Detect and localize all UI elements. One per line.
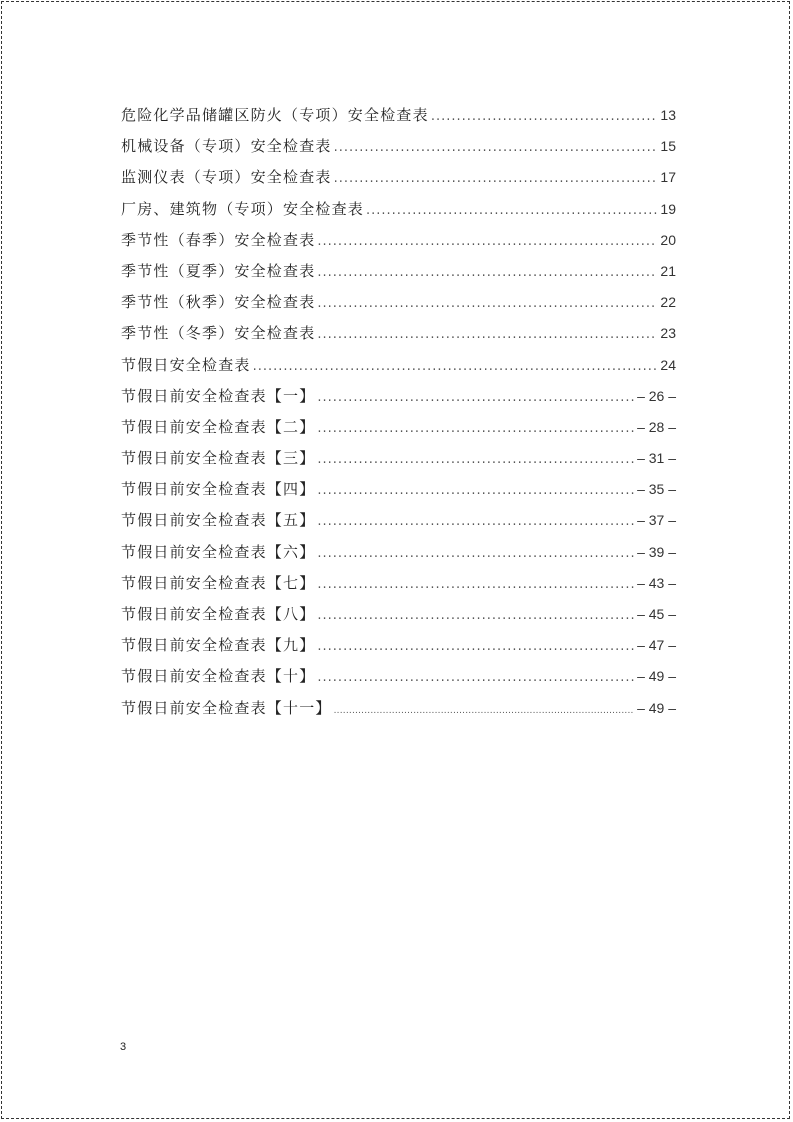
toc-entry[interactable] (121, 287, 676, 318)
toc-entry-page: 20 (660, 231, 676, 248)
toc-dot-leader (317, 288, 657, 319)
toc-entry-page: – 39 – (637, 543, 676, 560)
toc-entry-page: – 49 – (637, 668, 676, 685)
toc-entry-title: 季节性（冬季）安全检查表 (121, 324, 316, 343)
toc-dot-leader (317, 319, 657, 350)
toc-entry-title: 季节性（秋季）安全检查表 (121, 293, 316, 312)
toc-entry-page: – 45 – (637, 606, 676, 622)
toc-entry[interactable] (121, 630, 676, 661)
toc-entry-title: 监测仪表（专项）安全检查表 (121, 168, 332, 187)
toc-entry-title: 节假日安全检查表 (121, 355, 251, 374)
toc-dot-leader (317, 444, 634, 475)
page-number: 3 (120, 1041, 127, 1053)
toc-entry-title: 节假日前安全检查表【十一】 (121, 698, 332, 717)
toc-entry-title: 季节性（春季）安全检查表 (121, 230, 316, 249)
toc-entry[interactable] (121, 443, 676, 474)
toc-entry-page: 21 (660, 262, 676, 279)
toc-entry-title: 节假日前安全检查表【八】 (121, 605, 316, 623)
toc-dot-leader (317, 475, 634, 506)
toc-entry-title: 节假日前安全检查表【六】 (121, 542, 316, 561)
toc-entry-page: – 49 – (637, 699, 676, 716)
toc-entry-title: 节假日前安全检查表【九】 (121, 636, 316, 655)
toc-dot-leader (317, 662, 634, 693)
toc-entry-title: 机械设备（专项）安全检查表 (121, 137, 332, 156)
toc-entry-page: – 28 – (637, 418, 676, 435)
toc-entry[interactable] (121, 318, 676, 349)
toc-entry-title: 节假日前安全检查表【一】 (121, 386, 316, 405)
toc-entry[interactable] (121, 537, 676, 568)
toc-entry[interactable] (121, 381, 676, 412)
toc-entry[interactable] (121, 412, 676, 443)
toc-entry-page: – 43 – (637, 574, 676, 591)
toc-dot-leader (317, 226, 657, 257)
toc-dot-leader (334, 696, 634, 727)
toc-entry-title: 节假日前安全检查表【四】 (121, 480, 316, 499)
toc-entry-title: 危险化学品储罐区防火（专项）安全检查表 (121, 106, 429, 124)
toc-entry-page: 19 (660, 200, 676, 217)
toc-entry[interactable] (121, 505, 676, 536)
toc-entry[interactable] (121, 474, 676, 505)
toc-dot-leader (317, 569, 634, 600)
toc-entry[interactable] (121, 194, 676, 225)
toc-entry-title: 节假日前安全检查表【三】 (121, 449, 316, 468)
toc-entry[interactable] (121, 131, 676, 162)
toc-entry-title: 厂房、建筑物（专项）安全检查表 (121, 199, 365, 218)
toc-entry[interactable] (121, 225, 676, 256)
toc-entry-title: 节假日前安全检查表【五】 (121, 511, 316, 530)
toc-dot-leader (317, 506, 634, 537)
toc-entry[interactable] (121, 100, 676, 131)
toc-entry-title: 节假日前安全检查表【十】 (121, 667, 316, 686)
toc-entry-page: 24 (660, 356, 676, 373)
toc-entry-page: – 35 – (637, 481, 676, 498)
toc-entry-title: 节假日前安全检查表【七】 (121, 573, 316, 592)
toc-dot-leader (317, 600, 634, 631)
toc-entry-page: – 31 – (637, 450, 676, 467)
toc-entry[interactable] (121, 256, 676, 287)
toc-entry-page: – 26 – (637, 387, 676, 404)
toc-entry-page: 17 (660, 169, 676, 186)
toc-entry-page: 23 (660, 325, 676, 342)
toc-entry-page: 13 (660, 107, 676, 123)
toc-dot-leader (253, 351, 658, 382)
toc-dot-leader (317, 631, 634, 662)
toc-entry[interactable] (121, 162, 676, 193)
toc-entry[interactable] (121, 350, 676, 381)
toc-entry-page: – 37 – (637, 512, 676, 529)
toc-dot-leader (334, 132, 658, 163)
toc-entry-title: 季节性（夏季）安全检查表 (121, 261, 316, 280)
toc-entry-page: – 47 – (637, 637, 676, 654)
toc-dot-leader (317, 257, 657, 288)
table-of-contents (121, 100, 676, 724)
toc-entry[interactable] (121, 599, 676, 630)
toc-dot-leader (431, 101, 658, 132)
toc-entry-page: 22 (660, 294, 676, 311)
toc-entry-title: 节假日前安全检查表【二】 (121, 417, 316, 436)
toc-dot-leader (366, 195, 657, 226)
toc-dot-leader (317, 538, 634, 569)
toc-dot-leader (317, 382, 634, 413)
toc-entry[interactable] (121, 661, 676, 692)
toc-dot-leader (334, 163, 658, 194)
toc-entry[interactable] (121, 693, 676, 724)
toc-dot-leader (317, 413, 634, 444)
toc-entry[interactable] (121, 568, 676, 599)
toc-entry-page: 15 (660, 138, 676, 155)
